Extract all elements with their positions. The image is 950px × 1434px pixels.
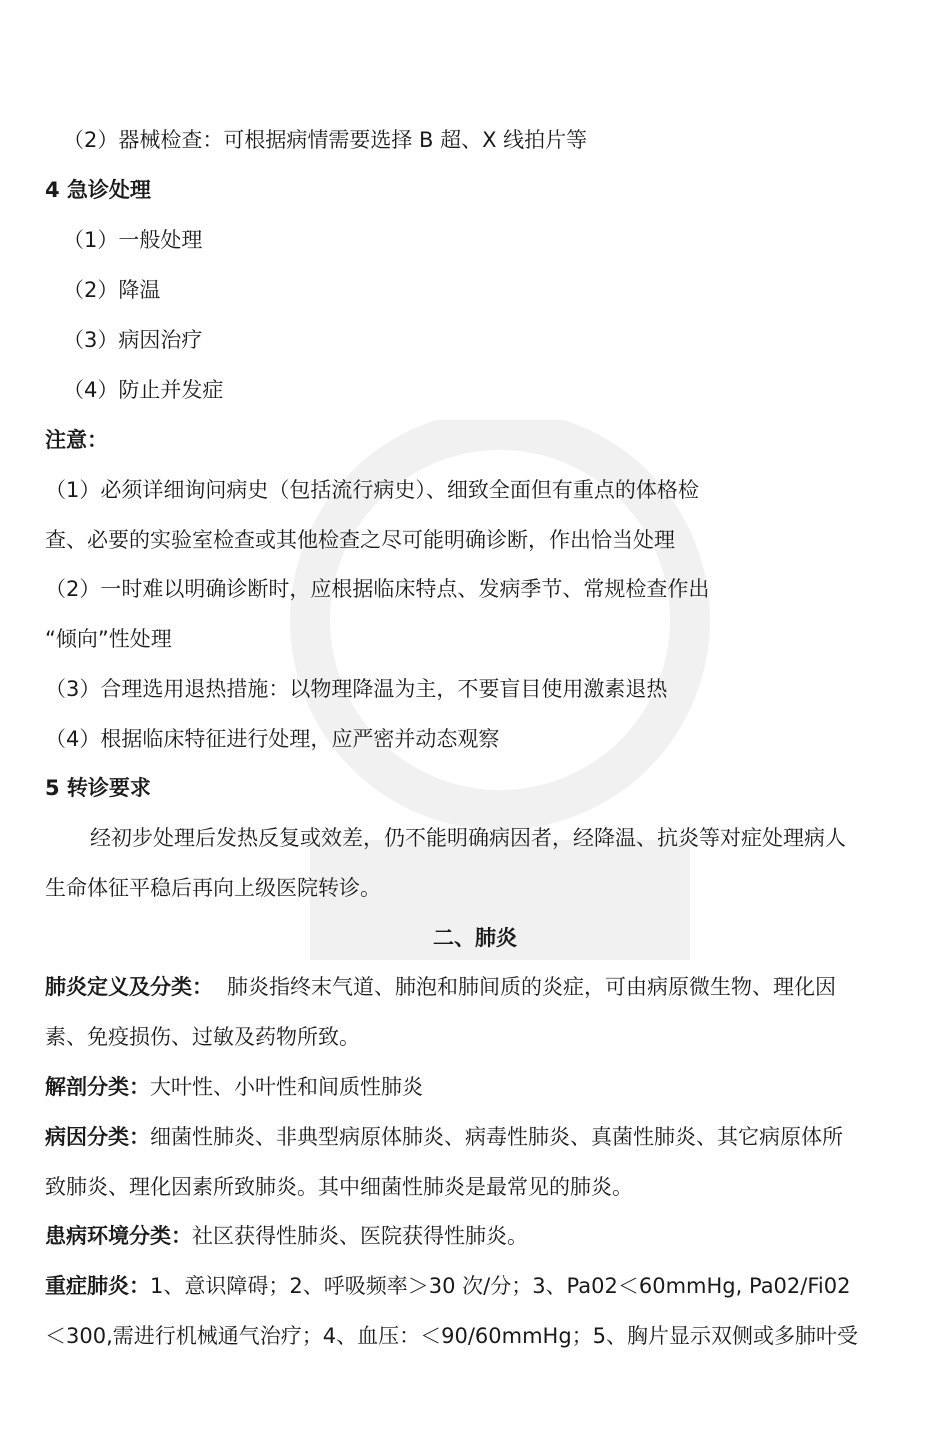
- note-item: （3）合理选用退热措施：以物理降温为主，不要盲目使用激素退热: [45, 677, 668, 701]
- definition-text: 肺炎指终末气道、肺泡和肺间质的炎症，可由病原微生物、理化因: [227, 975, 836, 999]
- list-item: （1）一般处理: [63, 228, 203, 252]
- etiology-label: 病因分类：: [45, 1125, 150, 1149]
- environment-line: [45, 1221, 905, 1251]
- paragraph-line: 经初步处理后发热反复或效差，仍不能明确病因者，经降温、抗炎等对症处理病人: [90, 826, 846, 850]
- note-item-continued: 查、必要的实验室检查或其他检查之尽可能明确诊断，作出恰当处理: [45, 528, 675, 552]
- etiology-line: [45, 1122, 905, 1152]
- note-item-continued: “倾向”性处理: [45, 627, 172, 651]
- severe-text: 1、意识障碍；2、呼吸频率＞30 次/分；3、Pa02＜60mmHg, Pa02/Fi02: [150, 1274, 851, 1298]
- chapter-title: 二、肺炎: [433, 926, 517, 950]
- environment-text: 社区获得性肺炎、医院获得性肺炎。: [192, 1224, 528, 1248]
- environment-label: 患病环境分类：: [45, 1224, 192, 1248]
- paragraph-line: 生命体征平稳后再向上级医院转诊。: [45, 876, 381, 900]
- anatomy-line: [45, 1072, 905, 1102]
- section-heading: 4 急诊处理: [45, 178, 151, 202]
- etiology-line-continued: 致肺炎、理化因素所致肺炎。其中细菌性肺炎是最常见的肺炎。: [45, 1175, 633, 1199]
- severe-line: [45, 1271, 905, 1301]
- note-item: （2）一时难以明确诊断时，应根据临床特点、发病季节、常规检查作出: [45, 577, 710, 601]
- definition-line-continued: 素、免疫损伤、过敏及药物所致。: [45, 1025, 360, 1049]
- note-heading: 注意：: [45, 428, 108, 452]
- anatomy-text: 大叶性、小叶性和间质性肺炎: [150, 1075, 423, 1099]
- anatomy-label: 解剖分类：: [45, 1075, 150, 1099]
- text-line: （2）器械检查：可根据病情需要选择 B 超、X 线拍片等: [63, 128, 588, 152]
- definition-line: [45, 972, 905, 1002]
- definition-label: 肺炎定义及分类：: [45, 975, 213, 999]
- note-item: （4）根据临床特征进行处理，应严密并动态观察: [45, 727, 500, 751]
- list-item: （2）降温: [63, 278, 161, 302]
- list-item: （3）病因治疗: [63, 328, 203, 352]
- severe-label: 重症肺炎：: [45, 1274, 150, 1298]
- section-heading: 5 转诊要求: [45, 776, 151, 800]
- severe-line-continued: ＜300,需进行机械通气治疗；4、血压：＜90/60mmHg；5、胸片显示双侧或多肺叶受: [45, 1324, 859, 1348]
- etiology-text: 细菌性肺炎、非典型病原体肺炎、病毒性肺炎、真菌性肺炎、其它病原体所: [150, 1125, 843, 1149]
- list-item: （4）防止并发症: [63, 378, 224, 402]
- note-item: （1）必须详细询问病史（包括流行病史）、细致全面但有重点的体格检: [45, 478, 699, 502]
